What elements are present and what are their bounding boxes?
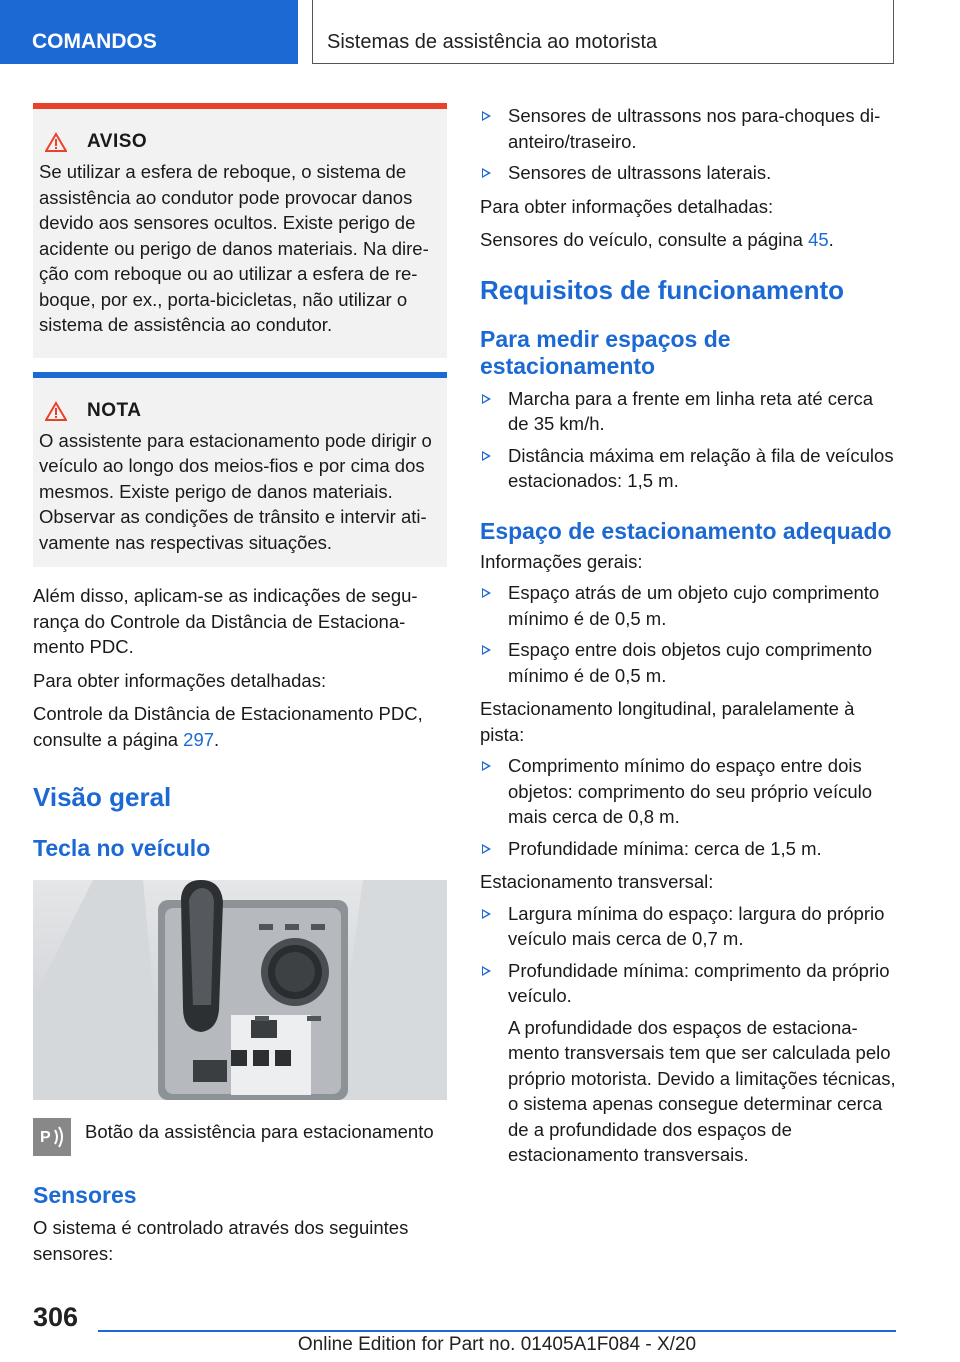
caution-triangle-icon (45, 401, 67, 421)
note-text: O assistente para estacionamento pode dirigir o veículo ao longo dos meios-fios e por cima dos mesmos. Existe perigo de danos materiais. Observar as condições de trânsito e intervir ativamente nas respectivas situações. (39, 429, 432, 553)
caption (33, 1118, 447, 1156)
section-tab: COMANDOS (0, 0, 298, 64)
list-item: Profundidade mínima: comprimento da próprio veículo. (480, 958, 896, 1009)
list-item: Marcha para a frente em linha reta até cerca de 35 km/h. (480, 386, 896, 437)
info-paragraph: Para obter informações detalhadas: (33, 669, 327, 691)
chapter-title: Sistemas de assistência ao motorista (312, 0, 894, 64)
list-item: Profundidade mínima: cerca de 1,5 m. (480, 836, 896, 862)
list-item: Sensores de ultrassons nos para-choques dianteiro/traseiro. (480, 103, 896, 154)
svg-text:P: P (40, 1129, 51, 1146)
console-photo (33, 880, 447, 1100)
longitudinal-list (480, 753, 896, 861)
general-info-label: Informações gerais: (480, 550, 643, 572)
warning-triangle-icon (45, 132, 67, 152)
transversal-label: Estacionamento transversal: (480, 871, 714, 892)
warning-box (33, 103, 447, 358)
list-item: Distância máxima em relação à fila de veículos estacionados: 1,5 m. (480, 443, 896, 494)
park-assist-icon (33, 1118, 71, 1156)
warning-text: Se utilizar a esfera de reboque, o sistema de assistência ao condutor pode provocar danos devido aos sensores ocultos. Existe perigo de acidente ou perigo de danos materiais. Na direção com reboque ou ao utilizar a esfera de reboque, por ex., porta-bicicletas, não utilizar o sistema de assistência ao condutor. (39, 161, 429, 335)
caption-text: Botão da assistência para estacionamento (85, 1121, 434, 1142)
list-item: Comprimento mínimo do espaço entre dois objetos: comprimento do seu próprio veículo mais cerca de 0,8 m. (480, 753, 896, 830)
warning-title: AVISO (87, 131, 148, 152)
footer-divider (98, 1330, 896, 1332)
measure-list (480, 386, 896, 494)
info-paragraph: Para obter informações detalhadas: (480, 195, 774, 217)
right-column (480, 103, 896, 1168)
transversal-list (480, 901, 896, 1009)
longitudinal-label: Estacionamento longitudinal, paralelamente à pista: (480, 698, 855, 745)
sensors-list (480, 103, 896, 186)
page-number: 306 (33, 1302, 79, 1332)
heading-espaco: Espaço de estacionamento adequado (480, 517, 892, 544)
pdc-paragraph: Além disso, aplicam-se as indicações de segurança do Controle da Distância de Estacionamento PDC. (33, 585, 418, 657)
footer-edition: Online Edition for Part no. 01405A1F084 - X/20 (297, 1334, 697, 1355)
heading-tecla: Tecla no veículo (33, 835, 211, 861)
note-title: NOTA (87, 399, 142, 421)
heading-visao-geral: Visão geral (33, 782, 172, 812)
sensors-reference: Sensores do veículo, consulte a página 45. (480, 229, 834, 250)
heading-requisitos: Requisitos de funcionamento (480, 274, 845, 305)
heading-medir: Para medir espaços de estacionamento (480, 325, 731, 379)
page-link-45[interactable]: 45 (808, 229, 829, 250)
list-item: Sensores de ultrassons laterais. (480, 160, 896, 186)
pdc-reference: Controle da Distância de Estacionamento PDC, consulte a página 297. (33, 703, 423, 750)
list-item: Espaço atrás de um objeto cujo comprimento mínimo é de 0,5 m. (480, 580, 896, 631)
left-column (33, 103, 447, 1266)
page-link-297[interactable]: 297 (183, 728, 215, 750)
sensors-intro: O sistema é controlado através dos seguintes sensores: (33, 1217, 409, 1264)
note-box (33, 372, 447, 568)
general-list (480, 580, 896, 688)
list-item: Espaço entre dois objetos cujo comprimento mínimo é de 0,5 m. (480, 637, 896, 688)
heading-sensores: Sensores (33, 1182, 137, 1208)
list-item: Largura mínima do espaço: largura do próprio veículo mais cerca de 0,7 m. (480, 901, 896, 952)
transversal-note: A profundidade dos espaços de estacionamento transversais tem que ser calculada pelo próprio motorista. Devido a limitações técnicas, o sistema apenas consegue determinar cerca de a profundidade dos espaços de estacionamento transversais. (508, 1016, 896, 1165)
